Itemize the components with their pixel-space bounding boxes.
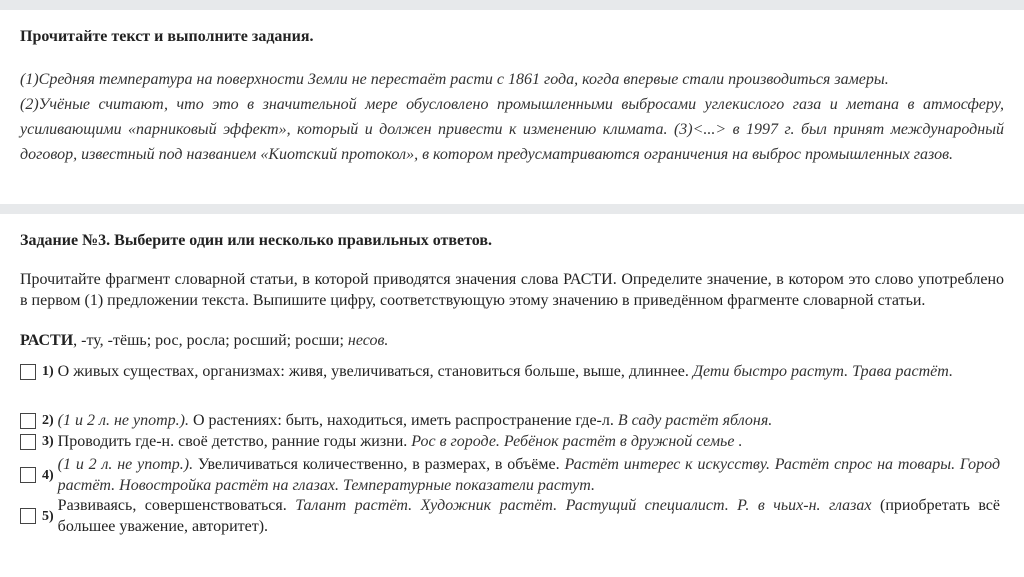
dict-word: РАСТИ [20,332,74,349]
option-5-checkbox[interactable] [20,508,36,524]
option-1-def: О живых существах, организмах: живя, увеличиваться, становиться больше, выше, длиннее. [57,363,689,380]
option-1-example: Дети быстро растут. Трава растёт. [692,363,953,380]
option-5 [20,495,1000,537]
option-2-prefix: (1 и 2 л. не употр.). [57,412,189,429]
option-5-def: Развиваясь, совершенствоваться. [57,497,287,514]
option-4-checkbox[interactable] [20,467,36,483]
option-1-number: 1) [42,364,54,379]
option-1-text [58,361,1000,382]
option-5-number: 5) [42,508,54,524]
reading-title: Прочитайте текст и выполните задания. [20,28,314,45]
option-4-example: Растёт интерес к искусству. Растёт спрос на товары. Город растёт. Новостройка растёт на глазах. Температурные показатели растут. [57,456,1001,494]
option-1-checkbox[interactable] [20,364,36,380]
reading-text [20,67,1004,167]
reading-section [0,10,1024,204]
option-3-example: Рос в городе. Ребёнок растёт в дружной семье . [411,433,743,450]
option-4-text [58,454,1000,496]
option-2-example: В саду растёт яблоня. [617,412,773,429]
sentence-1: (1)Средняя температура на поверхности Земли не перестаёт расти с 1861 года, когда впервые стали производиться замеры. [20,71,889,88]
sentence-2: (2)Учёные считают, что это в значительной мере обусловлено промышленными выбросами углекислого газа и метана в атмосферу, усиливающими «парниковый эффект», который и должен привести к изменению климата. [20,96,1004,138]
sentence-3: (3)<...> в 1997 г. был принят международный договор, известный под названием «Киотский протокол», в котором предусматриваются ограничения на выброс промышленных газов. [20,121,1005,163]
option-5-suffix: (приобретать всё большее уважение, авторитет). [57,497,1000,535]
top-bar [0,0,1024,10]
option-2-number: 2) [42,413,54,428]
option-5-example: Талант растёт. Художник растёт. Растущий специалист. Р. в чьих-н. глазах [295,497,872,514]
option-4 [20,454,1000,496]
option-2-text [58,410,1000,431]
option-2-def: О растениях: быть, находиться, иметь распространение где-л. [193,412,614,429]
option-5-text [58,495,1000,537]
option-3-text [58,431,1000,452]
task-title: Задание №3. Выберите один или несколько правильных ответов. [20,232,493,249]
option-3 [20,431,1000,452]
option-2-checkbox[interactable] [20,413,36,429]
option-4-number: 4) [42,467,54,483]
dictionary-entry [20,332,388,350]
dict-forms: , -ту, -тёшь; рос, росла; росший; росши; [73,332,344,349]
option-3-def: Проводить где-н. своё детство, ранние годы жизни. [57,433,408,450]
task-instruction: Прочитайте фрагмент словарной статьи, в которой приводятся значения слова РАСТИ. Определите значение, в котором это слово употреблено в первом (1) предложении текста. Выпишите цифру, соответствующую этому значению в приведённом фрагменте словарной статьи. [20,271,1004,309]
dict-mark: несов. [347,332,389,349]
option-4-prefix: (1 и 2 л. не употр.). [57,456,194,473]
option-2 [20,410,1000,431]
section-divider [0,204,1024,214]
option-1 [20,361,1000,382]
option-4-def: Увеличиваться количественно, в размерах, в объёме. [197,456,560,473]
option-3-checkbox[interactable] [20,434,36,450]
option-3-number: 3) [42,434,54,449]
